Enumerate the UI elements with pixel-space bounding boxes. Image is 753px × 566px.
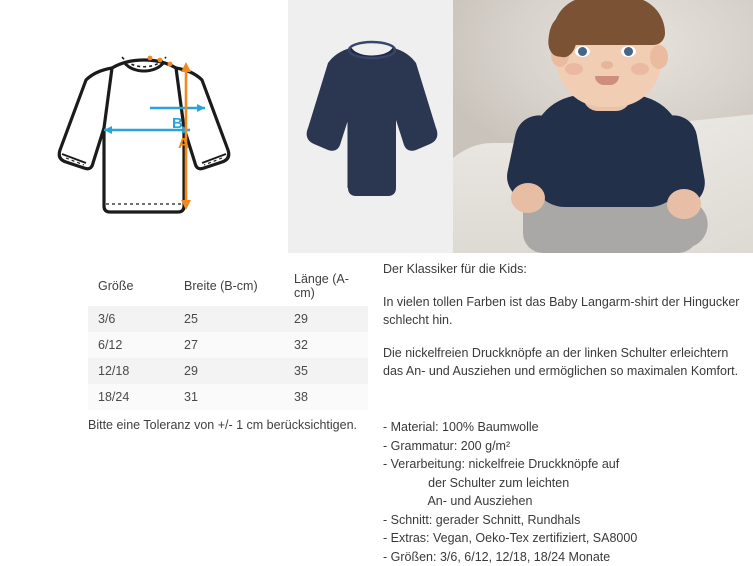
baby-pupil-right <box>624 47 633 56</box>
table-row <box>88 358 368 384</box>
cell-groesse: 12/18 <box>88 358 174 384</box>
baby-cheek-right <box>631 63 649 75</box>
spec-item: - Schnitt: gerader Schnitt, Rundhals <box>383 511 748 530</box>
baby-ear-right <box>650 45 668 69</box>
cell-breite: 27 <box>174 332 284 358</box>
spec-list <box>383 418 748 566</box>
spec-item: - Grammatur: 200 g/m² <box>383 437 748 456</box>
cell-groesse: 6/12 <box>88 332 174 358</box>
size-table <box>88 266 368 410</box>
table-row <box>88 384 368 410</box>
description-headline: Der Klassiker für die Kids: <box>383 260 743 278</box>
baby-pupil-left <box>578 47 587 56</box>
shirt-measurement-icon <box>0 0 288 253</box>
baby-nose <box>601 61 613 69</box>
spec-item: - Verarbeitung: nickelfreie Druckknöpfe auf <box>383 455 748 474</box>
table-header-groesse: Größe <box>88 266 174 306</box>
image-row <box>0 0 753 253</box>
table-row <box>88 306 368 332</box>
description-paragraph-1: In vielen tollen Farben ist das Baby Langarm-shirt der Hingucker schlecht hin. <box>383 293 743 329</box>
baby-hand-right <box>667 189 701 219</box>
cell-breite: 29 <box>174 358 284 384</box>
table-header-row <box>88 266 368 306</box>
cell-groesse: 3/6 <box>88 306 174 332</box>
product-image-panel <box>288 0 453 253</box>
cell-breite: 31 <box>174 384 284 410</box>
spec-item: An- und Ausziehen <box>383 492 748 511</box>
cell-laenge: 29 <box>284 306 368 332</box>
cell-groesse: 18/24 <box>88 384 174 410</box>
table-header-laenge: Länge (A-cm) <box>284 266 368 306</box>
table-header-breite: Breite (B-cm) <box>174 266 284 306</box>
lifestyle-photo <box>453 0 753 253</box>
spec-item: - Extras: Vegan, Oeko-Tex zertifiziert, SA8000 <box>383 529 748 548</box>
cell-breite: 25 <box>174 306 284 332</box>
baby-shirt-body <box>531 95 683 207</box>
cell-laenge: 38 <box>284 384 368 410</box>
diagram-label-breite: B <box>172 115 183 132</box>
baby-cheek-left <box>565 63 583 75</box>
spec-item: - Größen: 3/6, 6/12, 12/18, 18/24 Monate <box>383 548 748 566</box>
tolerance-note: Bitte eine Toleranz von +/- 1 cm berücksichtigen. <box>88 418 357 432</box>
spec-item: der Schulter zum leichten <box>383 474 748 493</box>
cell-laenge: 35 <box>284 358 368 384</box>
description-block <box>383 260 743 395</box>
navy-shirt-image <box>288 0 453 253</box>
baby-hand-left <box>511 183 545 213</box>
cell-laenge: 32 <box>284 332 368 358</box>
diagram-label-laenge: A <box>178 135 189 152</box>
description-paragraph-2: Die nickelfreien Druckknöpfe an der linken Schulter erleichtern das An- und Ausziehen und ermöglichen so maximalen Komfort. <box>383 344 743 380</box>
measurement-diagram-panel <box>0 0 288 253</box>
table-row <box>88 332 368 358</box>
spec-item: - Material: 100% Baumwolle <box>383 418 748 437</box>
